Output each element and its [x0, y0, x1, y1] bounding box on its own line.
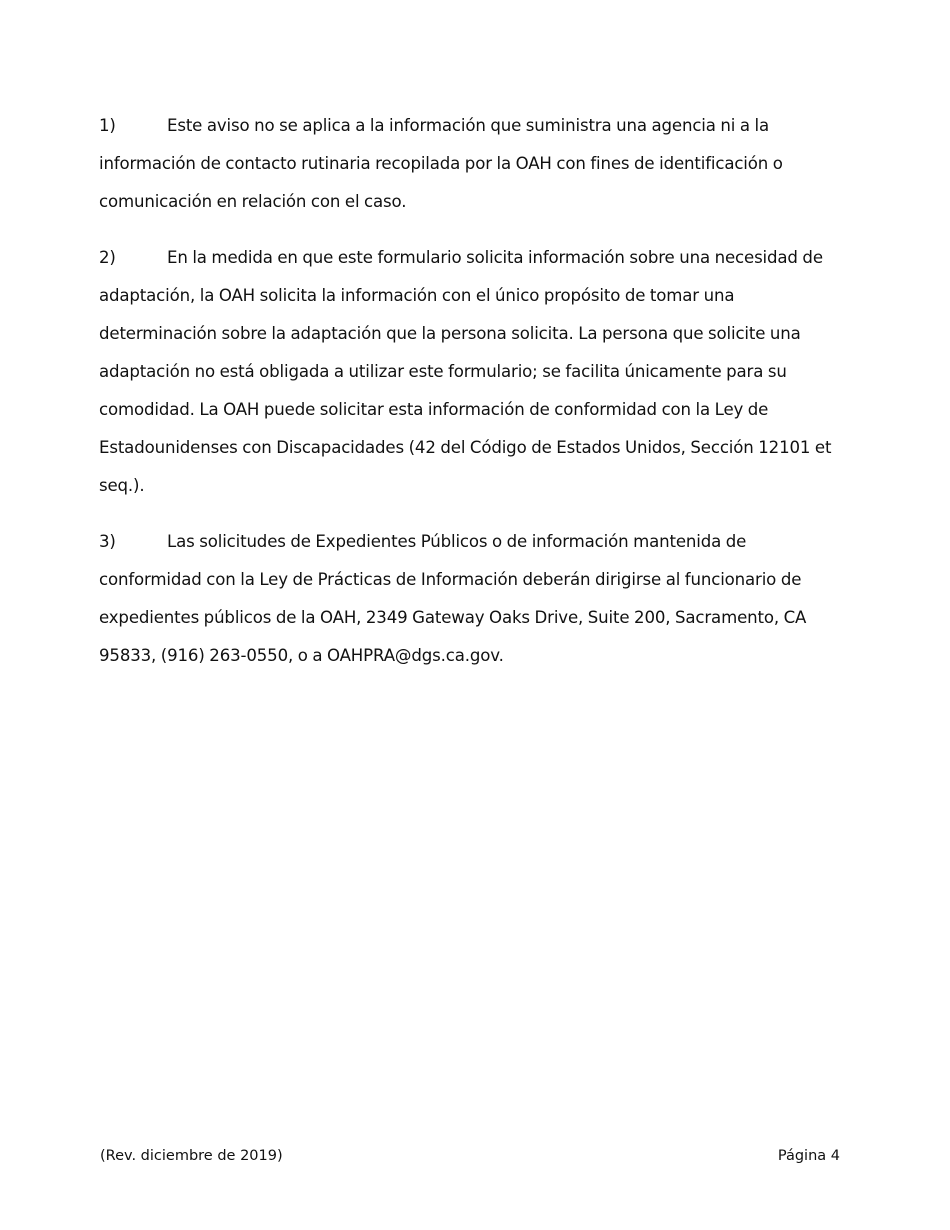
document-body — [99, 107, 844, 693]
page-number: Página 4 — [777, 1148, 840, 1164]
paragraph-3 — [99, 523, 844, 675]
paragraph-2 — [99, 239, 844, 505]
paragraph-text: En la medida en que este formulario solicita información sobre una necesidad de adaptación, la OAH solicita la información con el único propósito de tomar una determinación sobre la adaptación que la persona solicita. La persona que solicite una adaptación no está obligada a utilizar este formulario; se facilita únicamente para su comodidad. La OAH puede solicitar esta información de conformidad con la Ley de Estadounidenses con Discapacidades (42 del Código de Estados Unidos, Sección 12101 et seq.). — [99, 248, 832, 495]
paragraph-number: 2) — [99, 248, 116, 267]
paragraph-text: Las solicitudes de Expedientes Públicos o de información mantenida de conformidad con la Ley de Prácticas de Información deberán dirigirse al funcionario de expedientes públicos de la OAH, 2349 Gateway Oaks Drive, Suite 200, Sacramento, CA 95833, (916) 263-0550, o a OAHPRA@dgs.ca.gov. — [99, 532, 807, 665]
paragraph-number: 3) — [99, 532, 116, 551]
revision-date: (Rev. diciembre de 2019) — [100, 1148, 283, 1164]
page-footer — [100, 1145, 840, 1167]
paragraph-1 — [99, 107, 844, 221]
paragraph-number: 1) — [99, 116, 116, 135]
paragraph-text: Este aviso no se aplica a la información que suministra una agencia ni a la información de contacto rutinaria recopilada por la OAH con fines de identificación o comunicación en relación con el caso. — [99, 116, 783, 211]
